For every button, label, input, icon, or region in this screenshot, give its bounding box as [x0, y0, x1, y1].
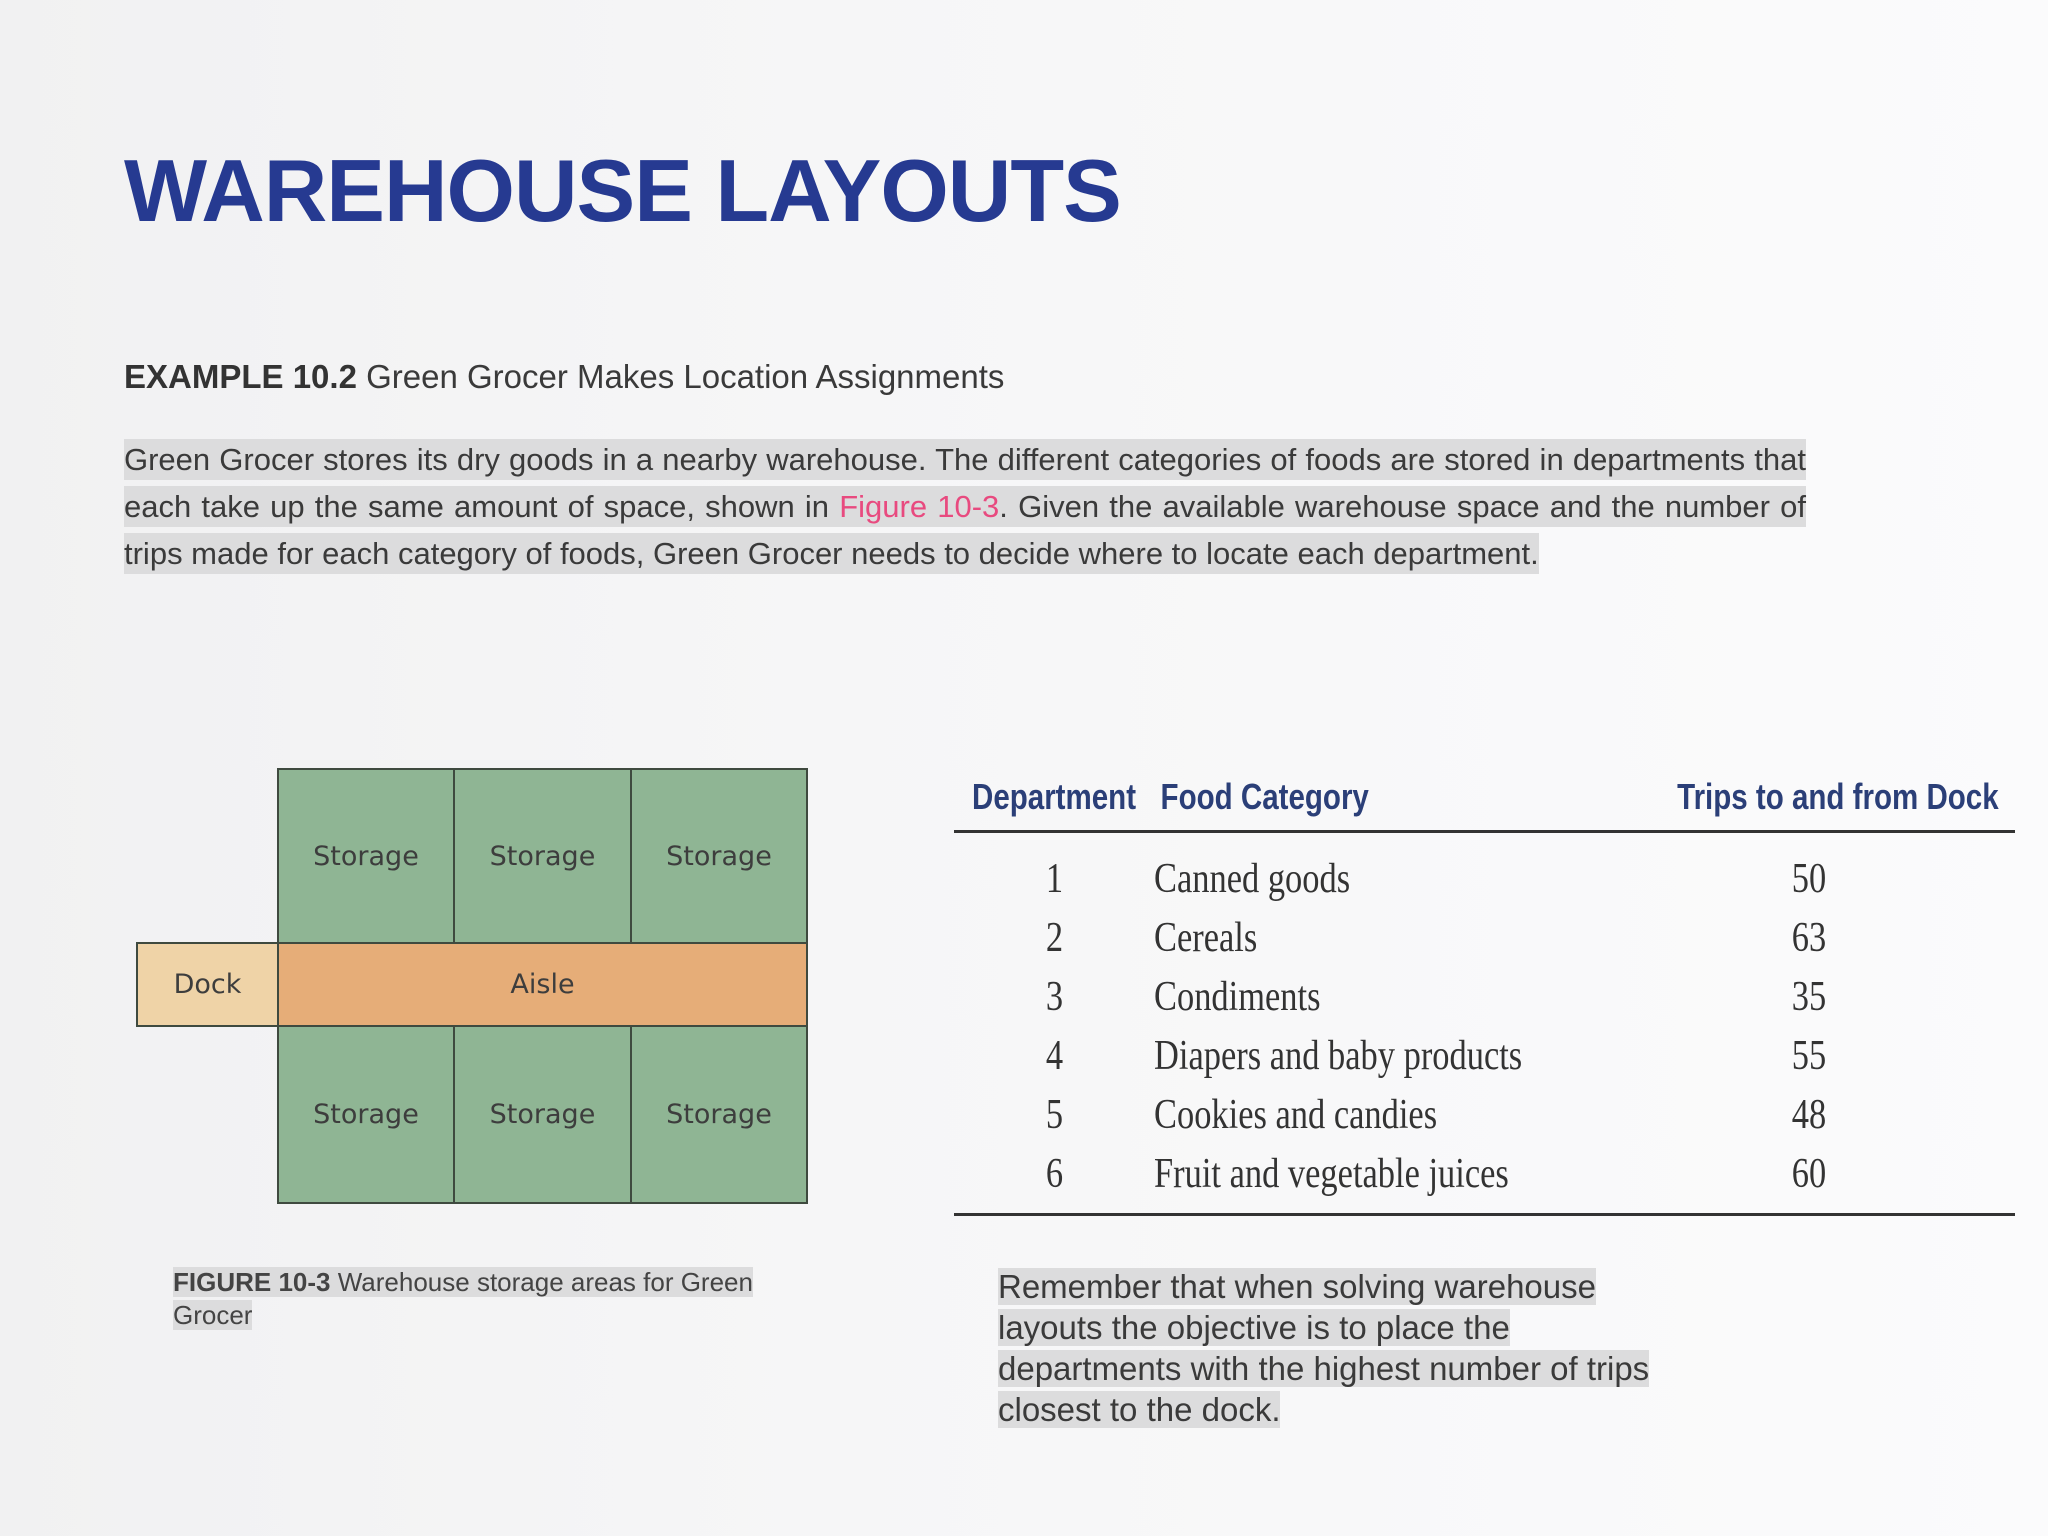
figure-link[interactable]: Figure 10-3 [839, 489, 1000, 524]
cell-food-text: Cookies and candies [1154, 1091, 1438, 1138]
table-row [954, 908, 2015, 967]
cell-trips [1603, 1026, 2015, 1085]
cell-food-category [1154, 1026, 1603, 1085]
cell-food-text: Condiments [1154, 973, 1321, 1020]
cell-food-category [1154, 832, 1603, 909]
cell-department-text: 2 [1045, 914, 1063, 961]
cell-food-category [1154, 1144, 1603, 1215]
intro-text-part2: . Given the available warehouse space and the number of trips made for each category of foods, Green Grocer needs to decide where to locate each department. [124, 489, 1807, 571]
storage-cell-bottom-3: Storage [630, 1025, 808, 1204]
cell-trips-text: 60 [1791, 1150, 1827, 1197]
cell-food-category [1154, 967, 1603, 1026]
department-table [954, 760, 2015, 1216]
table-row [954, 967, 2015, 1026]
warehouse-diagram [136, 768, 808, 1204]
storage-cell-top-3: Storage [630, 768, 808, 944]
cell-department [954, 1144, 1154, 1215]
cell-food-text: Fruit and vegetable juices [1154, 1150, 1509, 1197]
example-title: Green Grocer Makes Location Assignments [356, 358, 1005, 395]
storage-cell-top-1: Storage [277, 768, 455, 944]
table-row [954, 832, 2015, 909]
table-row [954, 1026, 2015, 1085]
intro-text-highlight [124, 439, 1806, 574]
cell-trips-text: 50 [1791, 855, 1827, 902]
example-label: EXAMPLE 10.2 [124, 358, 357, 395]
cell-trips-text: 55 [1791, 1032, 1827, 1079]
cell-trips [1603, 1085, 2015, 1144]
figure-caption-highlight [173, 1267, 753, 1330]
cell-department [954, 1085, 1154, 1144]
storage-cell-bottom-1: Storage [277, 1025, 455, 1204]
cell-food-category [1154, 1085, 1603, 1144]
intro-text-part1: Green Grocer stores its dry goods in a nearby warehouse. The different categories of foods are stored in departments that each take up the same amount of space, shown in [124, 442, 1806, 524]
aisle-cell: Aisle [277, 942, 808, 1027]
header-food-category: Food Category [1154, 760, 1522, 832]
cell-department [954, 908, 1154, 967]
header-department: Department [972, 760, 1136, 832]
cell-department-text: 1 [1045, 855, 1063, 902]
figure-caption-text: Warehouse storage areas for Green Grocer [173, 1267, 753, 1330]
table-header-row [954, 760, 2015, 832]
cell-department [954, 967, 1154, 1026]
storage-cell-bottom-2: Storage [453, 1025, 632, 1204]
cell-trips [1603, 967, 2015, 1026]
cell-trips-text: 48 [1791, 1091, 1827, 1138]
cell-department-text: 3 [1045, 973, 1063, 1020]
example-heading [124, 358, 1004, 396]
reminder-text: Remember that when solving warehouse layouts the objective is to place the departments with the highest number of trips closest to the dock. [998, 1268, 1650, 1428]
cell-trips-text: 63 [1791, 914, 1827, 961]
page-title: WAREHOUSE LAYOUTS [124, 141, 1121, 240]
cell-department-text: 6 [1045, 1150, 1063, 1197]
intro-paragraph [124, 436, 1806, 577]
table-row [954, 1144, 2015, 1215]
cell-department-text: 5 [1045, 1091, 1063, 1138]
cell-department [954, 832, 1154, 909]
cell-trips [1603, 908, 2015, 967]
cell-trips [1603, 1144, 2015, 1215]
cell-trips-text: 35 [1791, 973, 1827, 1020]
reminder-note [998, 1266, 1678, 1430]
cell-food-text: Cereals [1154, 914, 1258, 961]
cell-food-text: Diapers and baby products [1154, 1032, 1523, 1079]
cell-food-text: Canned goods [1154, 855, 1351, 902]
cell-trips [1603, 832, 2015, 909]
figure-caption [173, 1266, 793, 1332]
figure-caption-label: FIGURE 10-3 [173, 1267, 331, 1297]
cell-department-text: 4 [1045, 1032, 1063, 1079]
cell-department [954, 1026, 1154, 1085]
cell-food-category [1154, 908, 1603, 967]
header-trips: Trips to and from Dock [1677, 760, 2015, 832]
dock-cell: Dock [136, 942, 279, 1027]
storage-cell-top-2: Storage [453, 768, 632, 944]
table-row [954, 1085, 2015, 1144]
